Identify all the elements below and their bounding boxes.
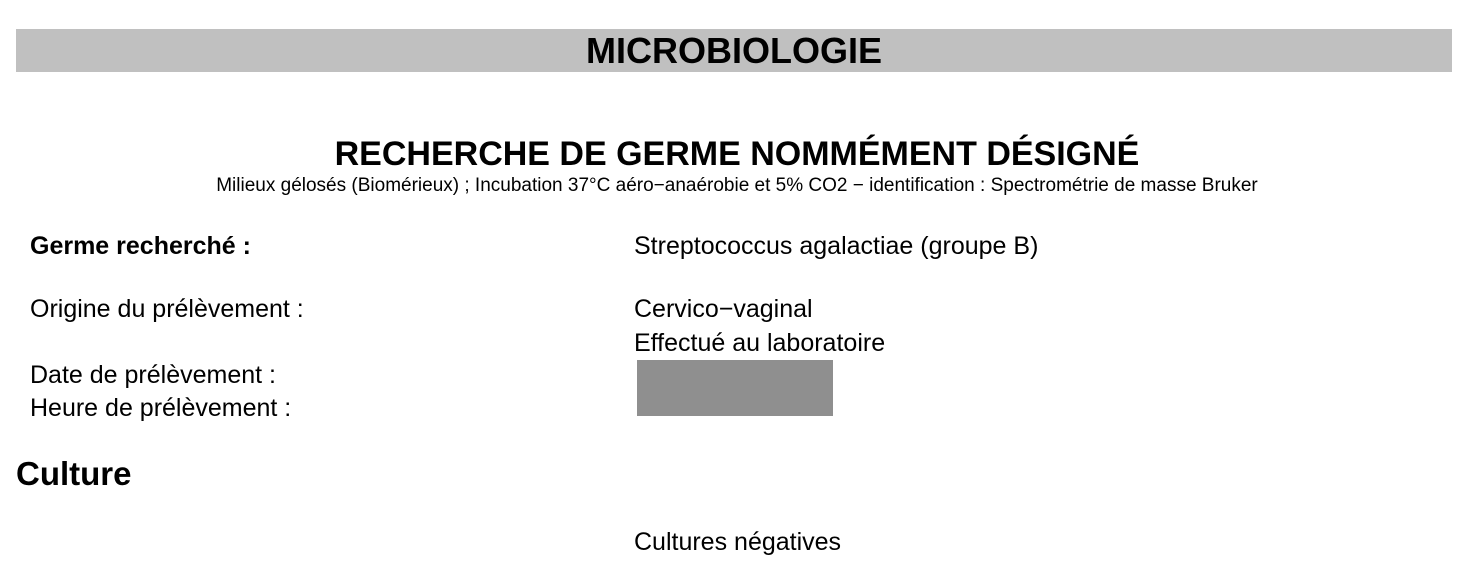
- section-banner: [16, 29, 1452, 72]
- germ-label: Germe recherché :: [30, 232, 251, 260]
- culture-result: Cultures négatives: [634, 528, 842, 556]
- culture-heading: Culture: [16, 455, 132, 492]
- exam-method-subtitle: Milieux gélosés (Biomérieux) ; Incubation 37°C aéro−anaérobie et 5% CO2 − identification : Spectrométrie de masse Bruker: [216, 175, 1258, 196]
- germ-value: Streptococcus agalactiae (groupe B): [634, 232, 1039, 260]
- time-label: Heure de prélèvement :: [30, 394, 292, 422]
- exam-title: RECHERCHE DE GERME NOMMÉMENT DÉSIGNÉ: [334, 135, 1140, 173]
- redacted-date-time-block: [637, 360, 833, 416]
- origin-value-place: Effectué au laboratoire: [634, 329, 886, 357]
- banner-title: MICROBIOLOGIE: [586, 30, 882, 71]
- origin-value-site: Cervico−vaginal: [634, 295, 813, 323]
- origin-label: Origine du prélèvement :: [30, 295, 304, 323]
- date-label: Date de prélèvement :: [30, 361, 276, 389]
